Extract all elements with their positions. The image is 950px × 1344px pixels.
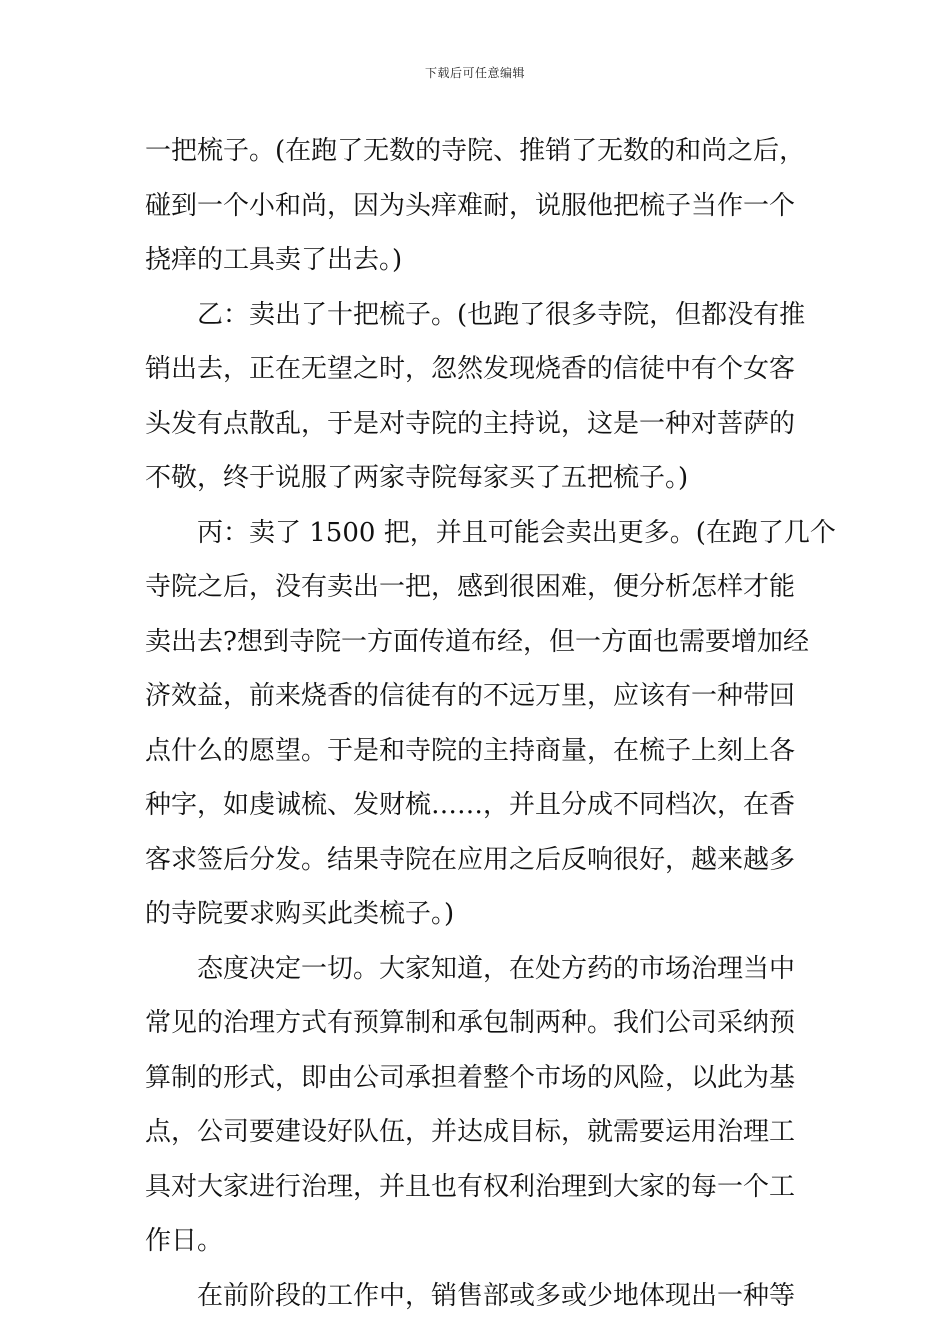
body-text	[145, 124, 836, 1323]
text-line: 常见的治理方式有预算制和承包制两种。我们公司采纳预	[145, 1008, 796, 1038]
text-line: 点什么的愿望。于是和寺院的主持商量，在梳子上刻上各	[145, 735, 796, 766]
text-line: 点，公司要建设好队伍，并达成目标，就需要运用治理工	[145, 1117, 796, 1147]
paragraph-first-line: 态度决定一切。大家知道，在处方药的市场治理当中	[197, 953, 796, 984]
text-line: 寺院之后，没有卖出一把，感到很困难，便分析怎样才能	[145, 572, 796, 602]
text-line: 作日。	[145, 1226, 224, 1256]
text-line: 挠痒的工具卖了出去。)	[145, 245, 403, 275]
text-line: 算制的形式，即由公司承担着整个市场的风险，以此为基	[145, 1062, 796, 1093]
text-line: 的寺院要求购买此类梳子。)	[145, 899, 455, 929]
paragraph-first-line: 乙：卖出了十把梳子。(也跑了很多寺院，但都没有推	[197, 299, 806, 330]
paragraph-first-line: 丙：卖了 1500 把，并且可能会卖出更多。(在跑了几个	[197, 517, 836, 548]
text-line: 具对大家进行治理，并且也有权利治理到大家的每一个工	[145, 1171, 796, 1202]
page-header: 下载后可任意编辑	[424, 66, 525, 80]
text-line: 销出去，正在无望之时，忽然发现烧香的信徒中有个女客	[145, 354, 796, 384]
paragraph-first-line: 在前阶段的工作中，销售部或多或少地体现出一种等	[197, 1280, 796, 1311]
text-line: 种字，如虔诚梳、发财梳……，并且分成不同档次，在香	[145, 790, 796, 820]
text-line: 卖出去?想到寺院一方面传道布经，但一方面也需要增加经	[145, 626, 809, 657]
text-line: 客求签后分发。结果寺院在应用之后反响很好，越来越多	[145, 844, 796, 875]
text-line: 济效益，前来烧香的信徒有的不远万里，应该有一种带回	[145, 681, 796, 711]
text-line: 头发有点散乱，于是对寺院的主持说，这是一种对菩萨的	[145, 408, 796, 439]
text-line: 不敬，终于说服了两家寺院每家买了五把梳子。)	[145, 463, 689, 493]
text-line: 碰到一个小和尚，因为头痒难耐，说服他把梳子当作一个	[145, 190, 796, 221]
text-line: 一把梳子。(在跑了无数的寺院、推销了无数的和尚之后，	[145, 136, 806, 166]
